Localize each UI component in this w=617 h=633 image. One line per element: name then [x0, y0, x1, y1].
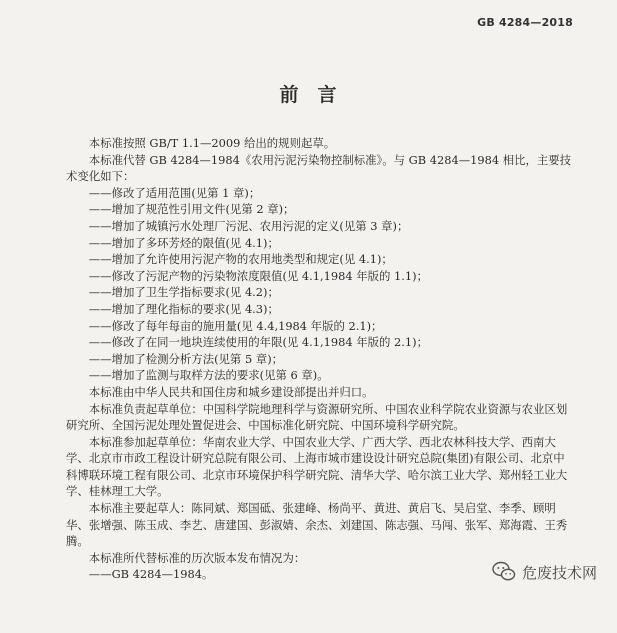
change-item: ——增加了规范性引用文件(见第 2 章)； [88, 202, 295, 217]
watermark [492, 561, 597, 583]
paragraph: 本标准主要起草人：陈同斌、郑国砥、张建峰、杨尚平、黄进、黄启飞、吴启堂、李季、顾明华、张增强、陈玉成、李艺、唐建国、彭淑婧、余杰、刘建国、陈志强、马闯、张军、郑海霞、王秀腾。 [66, 501, 568, 549]
paragraph: 本标准参加起草单位：华南农业大学、中国农业大学、广西大学、西北农林科技大学、西南大学、北京市市政工程设计研究总院有限公司、上海市城市建设设计研究总院(集团)有限公司、北京中科博联环境工程有限公司、北京市环境保护科学研究院、清华大学、哈尔滨工业大学、郑州轻工业大学、桂林理工大学。 [66, 434, 568, 499]
paragraph: 本标准代替 GB 4284—1984《农用污泥污染物控制标准》。与 GB 4284—1984 相比，主要技术变化如下： [66, 152, 572, 184]
paragraph: 本标准按照 GB/T 1.1—2009 给出的规则起草。 [88, 136, 336, 150]
title-char-1: 前 [279, 84, 300, 106]
paragraph: 本标准所代替标准的历次版本发布情况为： [88, 550, 306, 565]
change-item: ——增加了检测分析方法(见第 5 章)； [88, 351, 284, 366]
page-title [0, 80, 617, 107]
history-item: ——GB 4284—1984。 [88, 567, 214, 582]
change-item: ——修改了适用范围(见第 1 章)； [88, 185, 261, 200]
change-item: ——增加了卫生学指标要求(见 4.2)； [88, 285, 279, 300]
change-item: ——增加了城镇污水处理厂污泥、农用污泥的定义(见第 3 章)； [88, 218, 409, 233]
change-item: ——修改了在同一地块连续使用的年限(见 4.1,1984 年版的 2.1)； [88, 335, 428, 350]
paragraph: 本标准负责起草单位：中国科学院地理科学与资源研究所、中国农业科学院农业资源与农业区划研究所、全国污泥处理处置促进会、中国标准化研究院、中国环境科学研究院。 [66, 401, 568, 433]
change-item: ——增加了理化指标的要求(见 4.3)； [88, 301, 279, 316]
change-item: ——增加了多环芳烃的限值(见 4.1)； [88, 235, 279, 250]
change-item: ——修改了污泥产物的污染物浓度限值(见 4.1,1984 年版的 1.1)； [88, 268, 428, 283]
change-item: ——增加了允许使用污泥产物的农用地类型和规定(见 4.1)； [88, 252, 393, 267]
watermark-text: 危废技术网 [521, 563, 597, 582]
wechat-icon [492, 561, 516, 583]
title-char-2: 言 [317, 84, 338, 106]
paragraph: 本标准由中华人民共和国住房和城乡建设部提出并归口。 [88, 384, 374, 399]
standard-number: GB 4284—2018 [477, 16, 573, 29]
change-item: ——增加了监测与取样方法的要求(见第 6 章)。 [88, 368, 329, 383]
document-body [66, 135, 575, 583]
change-item: ——修改了每年每亩的施用量(见 4.4,1984 年版的 2.1)； [88, 318, 383, 333]
